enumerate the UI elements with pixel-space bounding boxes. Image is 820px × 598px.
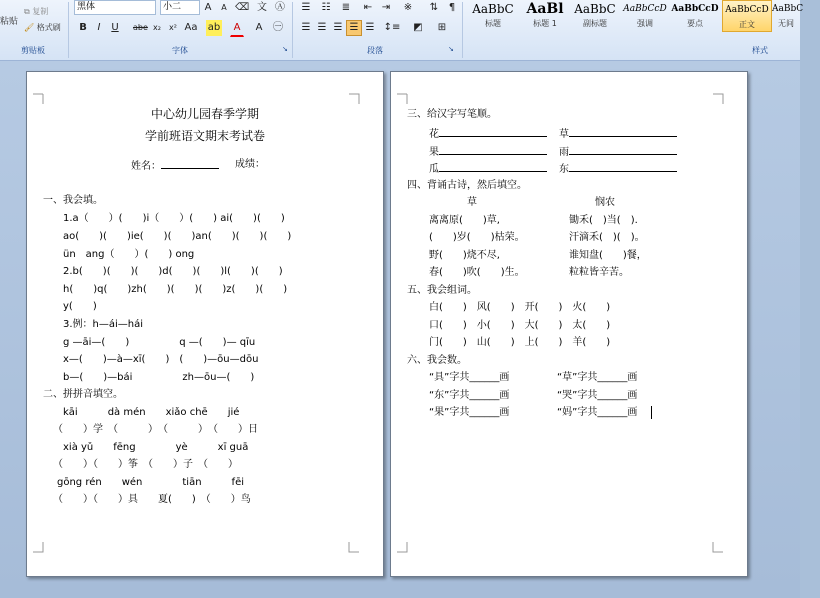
decrease-indent-button[interactable] [360,0,376,16]
copy-icon: ⧉ [24,7,30,16]
bullets-icon: ☰ [301,2,311,13]
superscript-button[interactable] [166,20,180,36]
grow-font-button[interactable] [200,0,216,16]
exam-line: ün ang（ ）( ) ong [63,249,195,260]
stroke-item [429,126,547,141]
blank-line [439,144,547,155]
poem-line: 粒粒皆辛苦。 [569,267,629,278]
distributed-button[interactable] [362,20,378,36]
name-field [131,158,219,173]
crop-mark-icon [33,94,43,104]
underline-button[interactable] [108,20,122,36]
brush-icon: 🖌 [24,23,35,32]
font-dialog-launcher[interactable] [282,45,288,53]
pinyin-line: kāi dà mén xiǎo chē jié [63,407,240,418]
style-name: 无间 [778,19,794,28]
blank-line [439,161,547,172]
multilevel-icon: ≣ [341,2,351,13]
paragraph-dialog-launcher[interactable] [448,45,454,53]
phonetic-icon: 文 [257,2,267,13]
poem-line: 春( )吹( )生。 [429,267,525,278]
page-1[interactable] [26,71,384,577]
count-item: “东”字共______画 [429,390,510,401]
style-name: 正文 [739,20,755,29]
char: 果 [429,147,439,158]
exam-line: y( ) [63,301,97,312]
style-name: 标题 1 [533,19,557,28]
style-no-spacing[interactable] [772,0,804,30]
pinyin-line: xià yǔ fēng yè xī guā [63,442,249,453]
superscript-icon: x² [169,23,177,32]
page-2[interactable] [390,71,748,577]
style-sample: AaBbC [772,4,804,14]
style-name: 标题 [485,19,501,28]
exam-line: x—( )—à—xī( ) ( )—ōu—dōu [63,354,259,365]
word-row: 门( ) 山( ) 上( ) 羊( ) [429,337,611,348]
ribbon [0,0,804,61]
separator [292,2,293,58]
justify-icon: ☰ [349,22,359,33]
style-sample: AaBbC [472,2,514,16]
style-normal[interactable] [722,0,772,32]
font-size-value: 小二 [163,2,182,12]
char: 草 [559,129,569,140]
style-name: 要点 [687,19,703,28]
shrink-font-icon: A [221,3,227,12]
copy-label: 复制 [32,7,49,16]
word-row: 白( ) 风( ) 开( ) 火( ) [429,302,611,313]
shading-button[interactable] [408,20,428,36]
char: 雨 [559,147,569,158]
char-shading-button[interactable] [252,20,266,36]
section-heading: 三、给汉字写笔顺。 [407,109,497,120]
font-color-icon: A [233,22,241,33]
show-marks-button[interactable] [444,0,460,16]
sort-button[interactable] [426,0,442,16]
borders-icon: ⊞ [437,22,447,33]
clipboard-label: 剪贴板 [21,46,45,55]
text-cursor [651,406,652,419]
answer-line: （ ）（ ）筝 （ ）子 （ ） [53,459,238,470]
stroke-item [559,126,677,141]
borders-button[interactable] [432,20,452,36]
copy-button[interactable] [24,6,48,17]
line-spacing-icon: ↕≡ [383,22,401,33]
enclose-char-button[interactable] [270,20,286,36]
align-right-button[interactable] [330,20,346,36]
justify-button[interactable] [346,20,362,36]
exam-line: b—( )—bái zh—ōu—( ) [63,372,255,383]
answer-line: （ ）（ ）具 夏( ) （ ）鸟 [53,494,251,505]
answer-line: （ ）学 （ ） （ ） （ ）日 [53,424,258,435]
chinese-layout-icon: ※ [403,2,413,13]
paste-label: 粘贴 [0,17,19,27]
crop-mark-icon [33,542,43,552]
enclose-char-icon: ㊀ [273,22,283,33]
crop-mark-icon [397,542,407,552]
char: 瓜 [429,164,439,175]
font-name-combo[interactable] [74,0,156,15]
align-left-icon: ☰ [301,22,311,33]
exam-line: 2.b( )( )( )d( )( )l( )( ) [63,266,283,277]
style-name: 副标题 [583,19,607,28]
poem-title: 草 [467,197,477,208]
bullets-button[interactable] [298,0,314,16]
poem-line: 离离原( )草, [429,215,500,226]
name-blank [161,158,219,169]
numbering-button[interactable] [318,0,334,16]
crop-mark-icon [349,542,359,552]
subscript-icon: x₂ [153,23,161,32]
bold-button[interactable] [76,20,90,36]
chinese-layout-button[interactable] [400,0,416,16]
phonetic-guide-button[interactable] [254,0,270,16]
sort-icon: ⇅ [429,2,439,13]
char-border-button[interactable] [272,0,288,16]
distributed-icon: ☰ [365,22,375,33]
poem-line: ( )岁( )枯荣。 [429,232,525,243]
paragraph-group-label [294,44,456,58]
font-size-combo[interactable] [160,0,200,15]
font-color-button[interactable] [230,20,244,37]
crop-mark-icon [713,94,723,104]
style-heading1[interactable] [520,0,570,30]
style-sample: AaBbCcD [725,5,769,15]
paint-bucket-icon: ◩ [413,22,423,33]
crop-mark-icon [349,94,359,104]
count-item: “具”字共______画 [429,372,510,383]
clipboard-group-label [0,44,66,58]
eraser-icon: ⌫ [235,2,250,13]
multilevel-list-button[interactable] [338,0,354,16]
dialog-launcher-icon: ↘ [448,45,454,53]
stroke-item [429,161,547,176]
pinyin-line: gōng rén wén tiān fēi [57,477,244,488]
increase-indent-button[interactable] [378,0,394,16]
format-painter-label: 格式刷 [36,23,61,32]
border-a-icon: Ⓐ [275,2,285,13]
page-subtitle: 学前班语文期末考试卷 [144,129,265,143]
pilcrow-icon: ¶ [448,2,456,13]
highlight-button[interactable] [206,20,222,36]
count-item: “哭”字共______画 [557,390,638,401]
style-sample: AaBbCcD [671,4,719,14]
exam-line: 3.例：h—ái—hái [63,319,144,330]
change-case-button[interactable] [182,20,200,36]
poem-line: 汗滴禾( )( )。 [569,232,645,243]
section-heading: 五、我会组词。 [407,285,477,296]
style-name: 强调 [637,19,653,28]
change-case-icon: Aa [184,22,198,33]
style-emphasis[interactable] [620,0,670,30]
exam-line: 1.a（ ）( )i（ ）( ) ai( )( ) [63,213,285,224]
font-name-value: 黑体 [77,2,96,12]
section-heading: 四、背诵古诗，然后填空。 [407,180,527,191]
decrease-indent-icon: ⇤ [363,2,373,13]
subscript-button[interactable] [150,20,164,36]
blank-line [569,126,677,137]
paste-button[interactable] [0,14,18,27]
section-heading: 二、拼拼音填空。 [43,389,123,400]
poem-line: 锄禾( )当( ). [569,215,638,226]
strikethrough-icon: abe [133,23,148,32]
section-heading: 六、我会数。 [407,355,467,366]
char: 花 [429,129,439,140]
exam-line: h( )q( )zh( )( )( )z( )( ) [63,284,288,295]
italic-button[interactable] [92,20,106,36]
name-label: 姓名： [131,161,161,172]
stroke-item [429,144,547,159]
shading-a-icon: A [255,22,263,33]
clear-format-button[interactable] [234,0,250,16]
italic-icon: I [97,22,101,33]
crop-mark-icon [397,94,407,104]
align-right-icon: ☰ [333,22,343,33]
style-sample: AaBl [526,1,564,17]
poem-line: 野( )烧不尽, [429,250,500,261]
highlighter-icon: ab [207,22,221,33]
word-row: 口( ) 小( ) 大( ) 太( ) [429,320,611,331]
format-painter-button[interactable] [24,22,61,33]
line-spacing-button[interactable] [382,20,402,36]
separator [68,2,69,58]
styles-group-text: 样式 [752,46,768,55]
count-item: “妈”字共______画 [557,407,638,418]
increase-indent-icon: ⇥ [381,2,391,13]
exam-line: g —āi—( ) q —( )— qīu [63,337,256,348]
score-label: 成绩： [235,159,265,170]
strikethrough-button[interactable] [132,20,148,36]
crop-mark-icon [713,542,723,552]
align-left-button[interactable] [298,20,314,36]
align-center-button[interactable] [314,20,330,36]
grow-font-icon: A [204,2,212,13]
align-center-icon: ☰ [317,22,327,33]
font-group-text: 字体 [172,46,188,55]
section-heading: 一、我会填。 [43,195,103,206]
numbering-icon: ☷ [321,2,331,13]
dialog-launcher-icon: ↘ [282,45,288,53]
stroke-item [559,161,677,176]
style-title[interactable] [468,0,518,30]
blank-line [439,126,547,137]
style-sample: AaBbCcD [623,4,667,14]
poem-line: 谁知盘( )餐， [569,250,647,261]
separator [462,2,463,58]
poem-title: 悯农 [595,197,615,208]
style-sample: AaBbC [574,2,616,16]
page-title: 中心幼儿园春季学期 [150,107,259,121]
styles-group-label [700,44,820,58]
bold-icon: B [79,22,87,33]
style-strong[interactable] [670,0,720,30]
count-item: “草”字共______画 [557,372,638,383]
exam-line: ao( )( )ie( )( )an( )( )( ) [63,231,292,242]
underline-icon: U [111,22,119,33]
shrink-font-button[interactable] [216,0,232,16]
stroke-item [559,144,677,159]
font-group-label [70,44,290,58]
blank-line [569,161,677,172]
blank-line [569,144,677,155]
count-item: “果”字共______画 [429,407,510,418]
paragraph-group-text: 段落 [367,46,383,55]
char: 东 [559,164,569,175]
style-subtitle[interactable] [570,0,620,30]
